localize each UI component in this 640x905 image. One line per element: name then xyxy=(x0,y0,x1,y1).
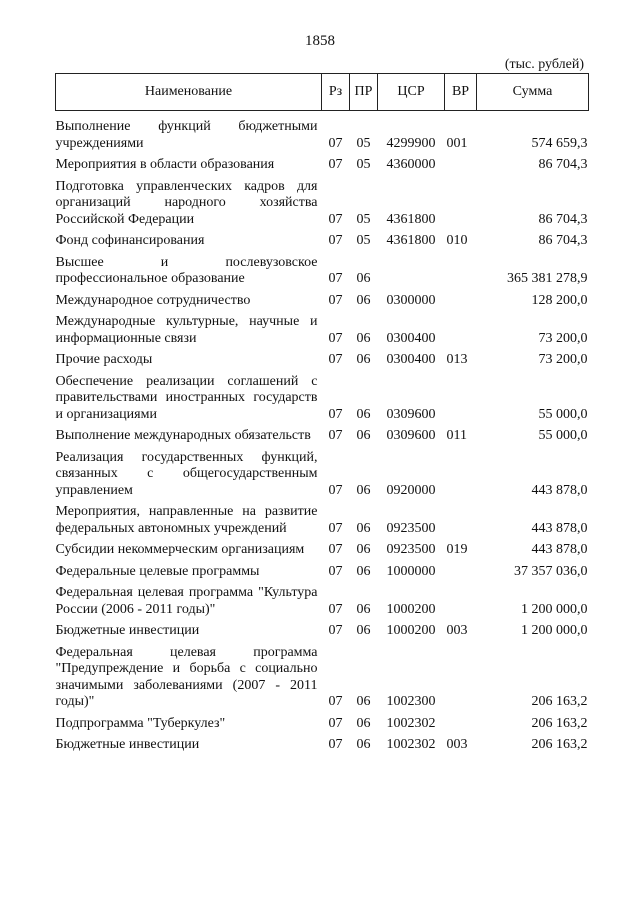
row-vr xyxy=(445,445,477,500)
table-row xyxy=(56,288,589,310)
row-name: Фонд софинансирования xyxy=(55,233,205,248)
table-row xyxy=(56,559,589,581)
row-csr: 0923500 xyxy=(386,520,436,536)
row-name: Федеральная целевая программа "Культура России (2006 - 2011 годы)" xyxy=(55,585,318,617)
row-vr: 001 xyxy=(446,135,468,151)
row-csr: 4361800 xyxy=(386,211,436,227)
row-csr: 0300400 xyxy=(386,352,436,367)
row-sum: 37 357 036,0 xyxy=(514,563,588,579)
row-vr xyxy=(445,580,477,618)
row-rz: 07 xyxy=(328,563,343,579)
row-rz: 07 xyxy=(328,211,343,227)
header-pr: ПР xyxy=(350,74,378,111)
row-name: Бюджетные инвестиции xyxy=(55,737,200,752)
row-pr: 06 xyxy=(356,715,371,731)
row-sum: 206 163,2 xyxy=(531,737,588,752)
header-csr: ЦСР xyxy=(378,74,445,111)
row-name: Международные культурные, научные и информационные связи xyxy=(55,314,318,346)
row-vr xyxy=(445,640,477,711)
table-row xyxy=(56,499,589,537)
table-row xyxy=(56,174,589,229)
row-vr xyxy=(445,369,477,424)
row-pr: 06 xyxy=(356,406,371,422)
row-name: Подготовка управленческих кадров для организаций народного хозяйства Российской Федерации xyxy=(55,178,318,227)
row-pr: 06 xyxy=(356,271,371,286)
row-rz: 07 xyxy=(328,233,343,248)
row-vr xyxy=(445,309,477,347)
row-pr: 06 xyxy=(356,428,371,443)
row-vr: 003 xyxy=(446,623,468,638)
row-csr xyxy=(378,250,445,288)
row-pr: 06 xyxy=(356,330,371,346)
row-name: Обеспечение реализации соглашений с правительствами иностранных государств и организациями xyxy=(55,373,318,422)
row-pr: 06 xyxy=(356,737,371,752)
page-number: 1858 xyxy=(305,33,335,49)
row-rz: 07 xyxy=(328,135,343,151)
row-csr: 1000000 xyxy=(386,563,436,579)
row-sum: 206 163,2 xyxy=(531,715,588,731)
row-vr xyxy=(445,174,477,229)
table-row xyxy=(56,250,589,288)
row-rz: 07 xyxy=(328,482,343,498)
row-csr: 0300400 xyxy=(386,330,436,346)
table-row xyxy=(56,423,589,445)
row-name: Федеральная целевая программа "Предупреждение и борьба с социально значимыми заболеваниями (2007 - 2011 годы)" xyxy=(55,644,318,709)
row-vr: 010 xyxy=(446,233,468,248)
row-vr xyxy=(445,288,477,310)
table-row xyxy=(56,309,589,347)
row-pr: 06 xyxy=(356,482,371,498)
row-pr: 06 xyxy=(356,542,371,557)
row-sum: 86 704,3 xyxy=(538,233,588,248)
row-vr: 003 xyxy=(446,737,468,752)
row-csr: 4361800 xyxy=(386,233,436,248)
table-row xyxy=(56,711,589,733)
row-rz: 07 xyxy=(328,694,343,709)
row-csr: 4360000 xyxy=(386,157,436,172)
row-csr: 0309600 xyxy=(386,406,436,422)
row-sum: 206 163,2 xyxy=(531,694,588,709)
table-row xyxy=(56,111,589,153)
row-name: Международное сотрудничество xyxy=(55,292,251,308)
table-row xyxy=(56,580,589,618)
table-row xyxy=(56,537,589,559)
row-rz: 07 xyxy=(328,406,343,422)
row-vr: 013 xyxy=(446,352,468,367)
header-rz: Рз xyxy=(322,74,350,111)
row-pr: 06 xyxy=(356,520,371,536)
row-sum: 86 704,3 xyxy=(538,211,588,227)
row-pr: 06 xyxy=(356,352,371,367)
row-pr: 06 xyxy=(356,694,371,709)
row-rz: 07 xyxy=(328,520,343,536)
row-rz: 07 xyxy=(328,157,343,172)
row-sum: 574 659,3 xyxy=(531,135,588,151)
row-sum: 443 878,0 xyxy=(531,520,588,536)
row-name: Федеральные целевые программы xyxy=(55,563,260,579)
row-pr: 05 xyxy=(356,157,371,172)
header-sum: Сумма xyxy=(477,74,589,111)
row-sum: 55 000,0 xyxy=(538,428,588,443)
row-vr xyxy=(445,152,477,174)
row-rz: 07 xyxy=(328,601,343,617)
row-rz: 07 xyxy=(328,542,343,557)
row-csr: 1000200 xyxy=(386,601,436,617)
row-rz: 07 xyxy=(328,428,343,443)
header-vr: ВР xyxy=(445,74,477,111)
row-sum: 443 878,0 xyxy=(531,482,588,498)
row-pr: 05 xyxy=(356,233,371,248)
row-csr: 1002302 xyxy=(386,737,436,752)
table-row xyxy=(56,369,589,424)
row-csr: 0300000 xyxy=(386,292,436,308)
row-rz: 07 xyxy=(328,330,343,346)
row-name: Высшее и послевузовское профессиональное образование xyxy=(55,254,318,286)
table-row xyxy=(56,347,589,369)
row-csr: 1000200 xyxy=(386,623,436,638)
row-name: Выполнение международных обязательств xyxy=(55,428,311,443)
row-vr xyxy=(445,559,477,581)
row-sum: 128 200,0 xyxy=(531,292,588,308)
row-csr: 1002302 xyxy=(386,715,436,731)
row-rz: 07 xyxy=(328,623,343,638)
row-name: Выполнение функций бюджетными учреждениями xyxy=(55,119,318,151)
row-csr: 4299900 xyxy=(386,135,436,151)
row-pr: 06 xyxy=(356,292,371,308)
row-sum: 73 200,0 xyxy=(538,330,588,346)
row-vr: 019 xyxy=(446,542,468,557)
row-sum: 73 200,0 xyxy=(538,352,588,367)
row-csr: 0920000 xyxy=(386,482,436,498)
row-rz: 07 xyxy=(328,271,343,286)
row-pr: 06 xyxy=(356,601,371,617)
row-sum: 365 381 278,9 xyxy=(507,271,588,286)
row-vr xyxy=(445,499,477,537)
budget-table xyxy=(55,73,589,754)
row-pr: 05 xyxy=(356,135,371,151)
table-row xyxy=(56,445,589,500)
row-name: Бюджетные инвестиции xyxy=(55,623,200,638)
row-pr: 05 xyxy=(356,211,371,227)
row-rz: 07 xyxy=(328,737,343,752)
row-sum: 1 200 000,0 xyxy=(521,623,588,638)
row-vr xyxy=(445,711,477,733)
units-label: (тыс. рублей) xyxy=(504,57,584,72)
row-name: Мероприятия, направленные на развитие федеральных автономных учреждений xyxy=(55,504,318,536)
row-rz: 07 xyxy=(328,352,343,367)
row-csr: 0309600 xyxy=(386,428,436,443)
row-csr: 0923500 xyxy=(386,542,436,557)
row-name: Мероприятия в области образования xyxy=(55,157,275,172)
row-name: Подпрограмма "Туберкулез" xyxy=(55,715,226,731)
table-row xyxy=(56,640,589,711)
row-pr: 06 xyxy=(356,623,371,638)
row-sum: 1 200 000,0 xyxy=(521,601,588,617)
table-row xyxy=(56,732,589,754)
row-vr: 011 xyxy=(446,428,467,443)
row-rz: 07 xyxy=(328,292,343,308)
row-sum: 443 878,0 xyxy=(531,542,588,557)
table-row xyxy=(56,228,589,250)
row-sum: 55 000,0 xyxy=(538,406,588,422)
row-name: Субсидии некоммерческим организациям xyxy=(55,542,305,557)
table-row xyxy=(56,618,589,640)
row-vr xyxy=(445,250,477,288)
row-rz: 07 xyxy=(328,715,343,731)
table-header-row xyxy=(56,74,589,111)
row-sum: 86 704,3 xyxy=(538,157,588,172)
row-csr: 1002300 xyxy=(386,694,436,709)
row-name: Прочие расходы xyxy=(55,352,153,367)
table-row xyxy=(56,152,589,174)
row-pr: 06 xyxy=(356,563,371,579)
header-name: Наименование xyxy=(56,74,322,111)
row-name: Реализация государственных функций, связанных с общегосударственным управлением xyxy=(55,449,318,498)
